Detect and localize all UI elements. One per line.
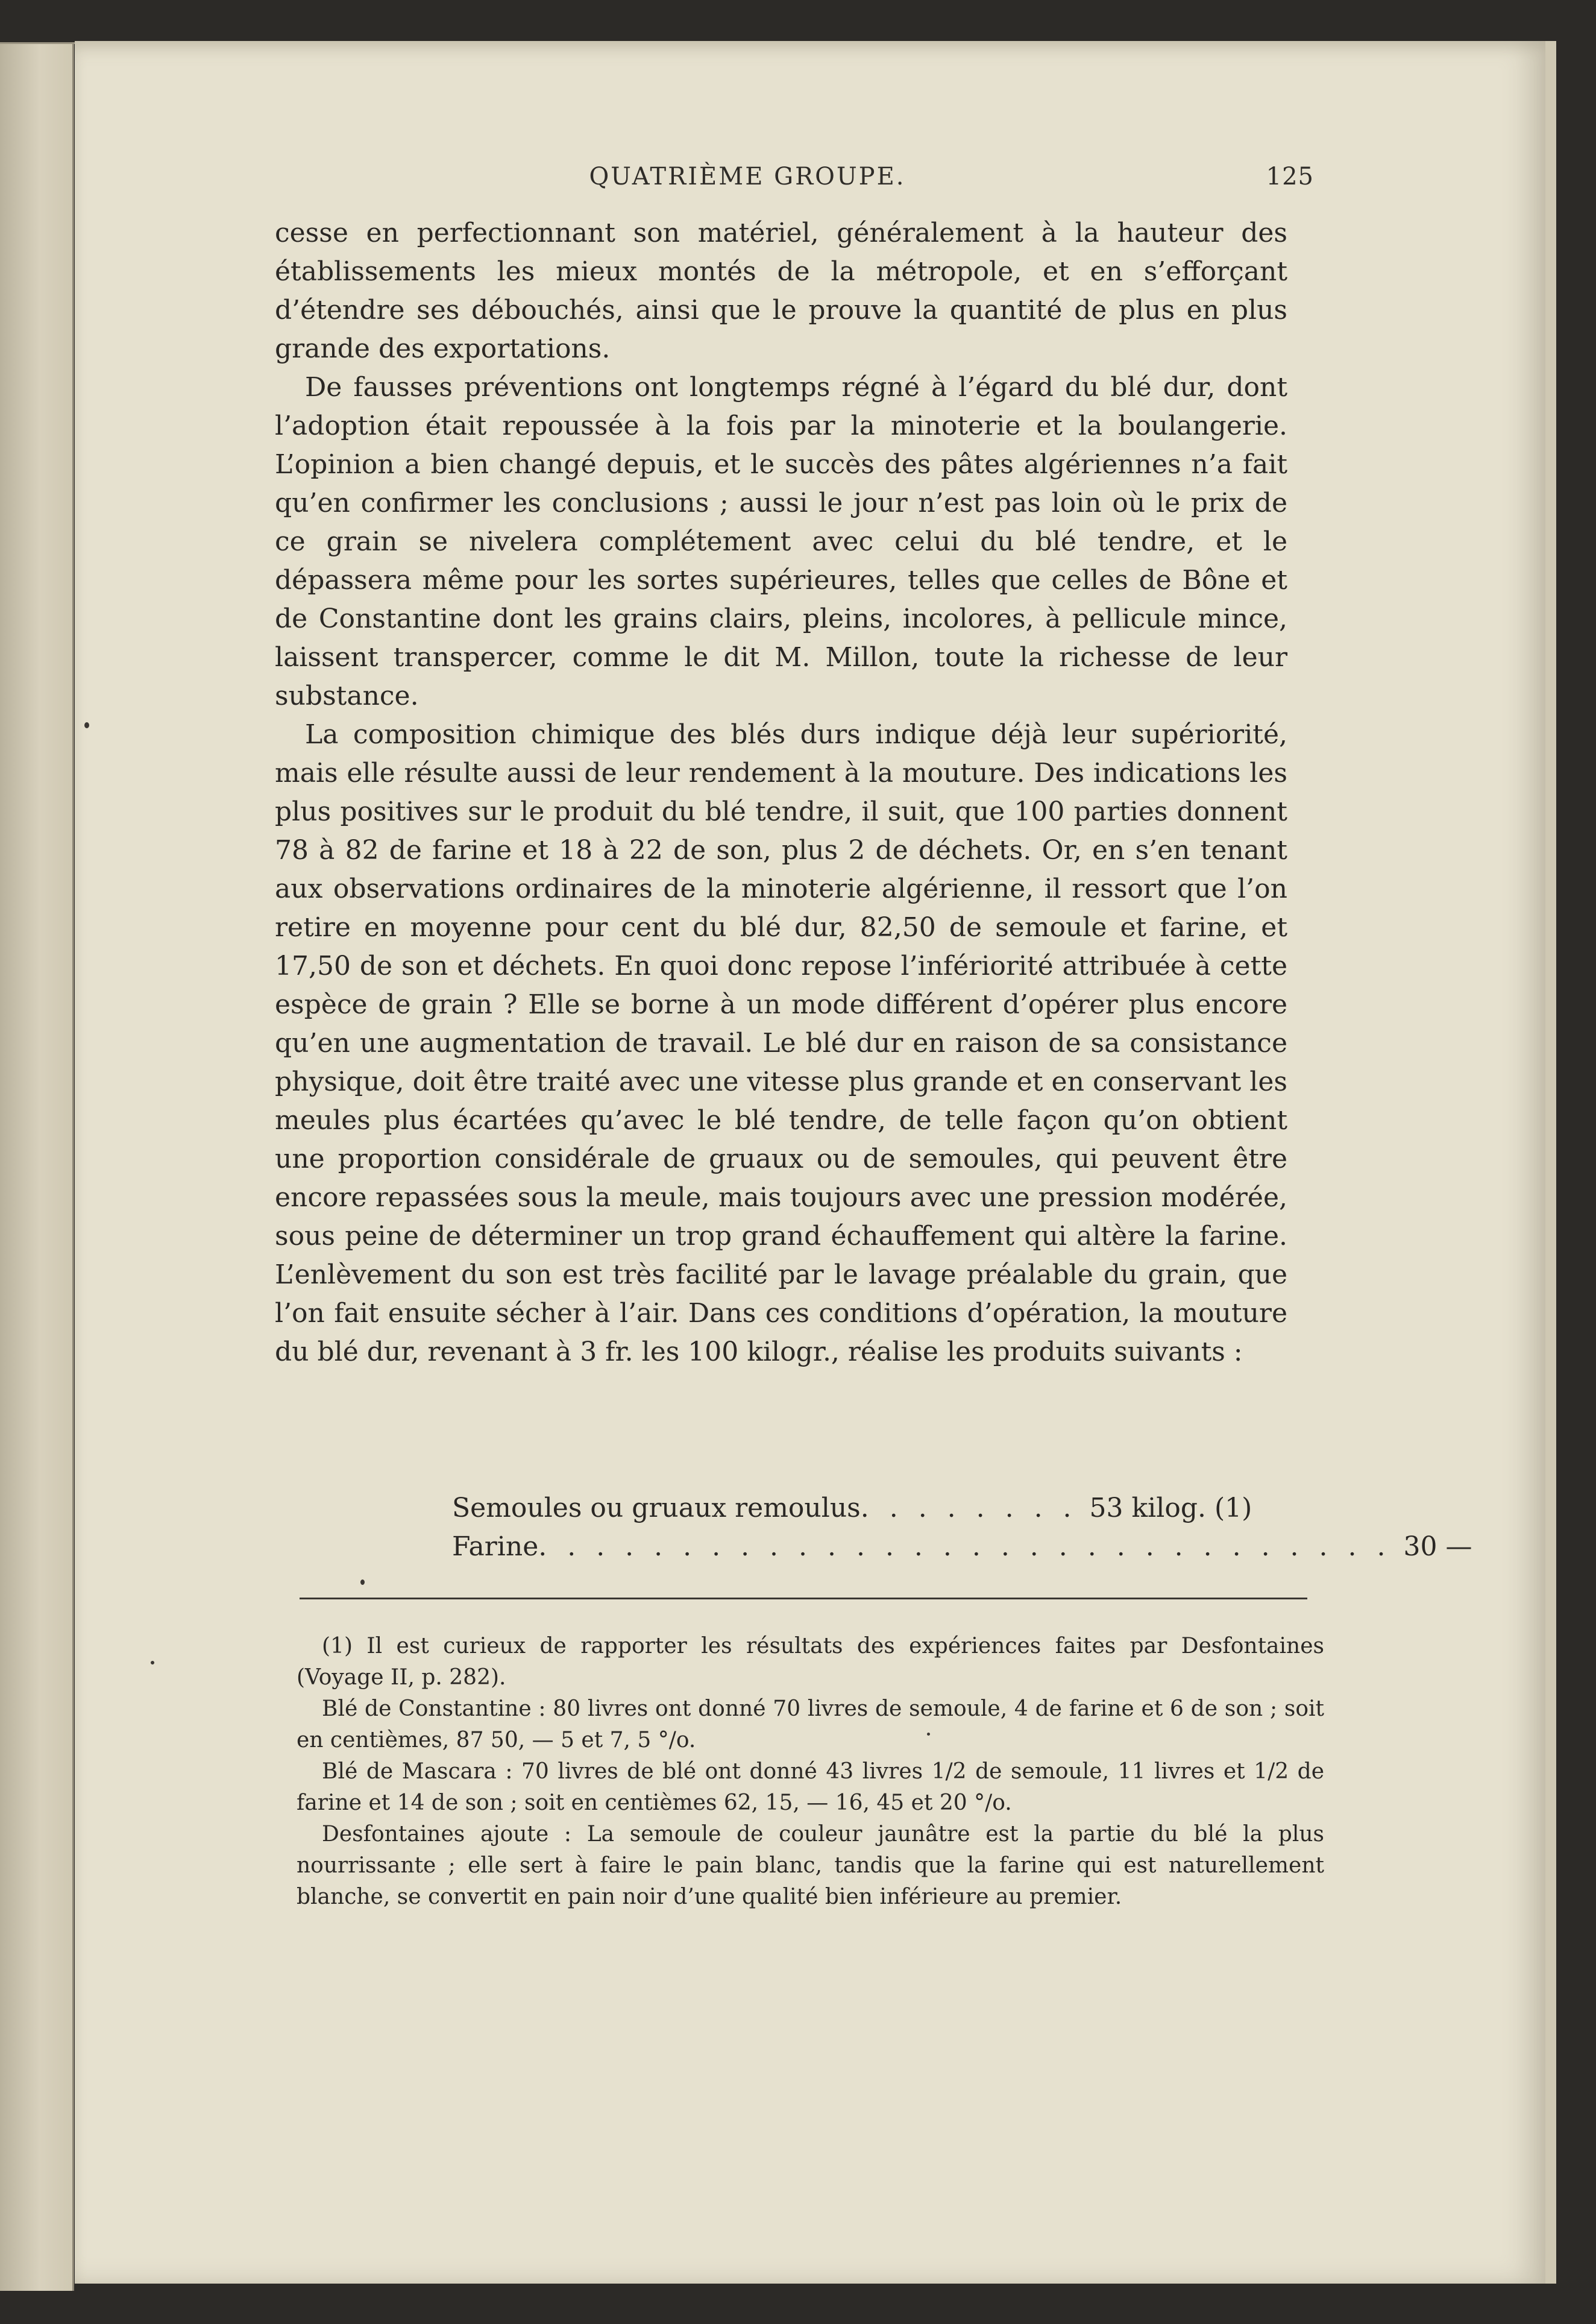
paragraph: De fausses préventions ont longtemps régné à l’égard du blé dur, dont l’adoption était repoussée à la fois par la minoterie et la boulangerie. L’opinion a bien changé depuis, et le succès des pâtes algériennes n’a fait qu’en confirmer les conclusions ; aussi le jour n’est pas loin où le prix de ce grain se nivelera complétement avec celui du blé tendre, et le dépassera même pour les sortes supérieures, telles que celles de Bône et de Constantine dont les grains clairs, pleins, incolores, à pellicule mince, laissent transpercer, comme le dit M. Millon, toute la richesse de leur substance. [275,372,1287,711]
footnote-paragraph: Desfontaines ajoute : La semoule de couleur jaunâtre est la partie du blé la plus nourrissante ; elle sert à faire le pain blanc, tandis que la farine qui est naturellement blanche, se convertit en pain noir d’une qualité bien inférieure au premier. [297,1822,1324,1909]
product-row [452,1489,1252,1528]
left-page-edge [0,42,74,2291]
product-label: Semoules ou gruaux remoulus [452,1493,861,1523]
product-row [452,1528,1472,1566]
footnotes [297,1631,1324,1913]
ink-speck [927,1733,930,1736]
product-label: Farine [452,1531,539,1562]
body-text [275,214,1287,1371]
products-list [452,1489,1472,1566]
ink-speck [84,722,89,728]
ink-speck [360,1579,365,1585]
page-header [181,163,1314,199]
page-number: 125 [1266,163,1314,191]
product-value: 30 — [1403,1531,1472,1562]
dot-leader: . . . . . . . . [860,1493,1078,1523]
left-page-edge-lines [0,42,75,62]
footnote-paragraph: Blé de Constantine : 80 livres ont donné 70 livres de semoule, 4 de farine et 6 de son ; soit en centièmes, 87 50, — 5 et 7, 5 °/o. [297,1696,1324,1752]
footnote-rule [300,1598,1307,1599]
footnote-paragraph: Blé de Mascara : 70 livres de blé ont donné 43 livres 1/2 de semoule, 11 livres et 1/2 de farine et 14 de son ; soit en centièmes 62, 15, — 16, 45 et 20 °/o. [297,1759,1324,1815]
paragraph: La composition chimique des blés durs indique déjà leur supériorité, mais elle résulte aussi de leur rendement à la mouture. Des indications les plus positives sur le produit du blé tendre, il suit, que 100 parties donnent 78 à 82 de farine et 18 à 22 de son, plus 2 de déchets. Or, en s’en tenant aux observations ordinaires de la minoterie algérienne, il ressort que l’on retire en moyenne pour cent du blé dur, 82,50 de semoule et farine, et 17,50 de son et déchets. En quoi donc repose l’infériorité attribuée à cette espèce de grain ? Elle se borne à un mode différent d’opérer plus encore qu’en une augmentation de travail. Le blé dur en raison de sa consistance physique, doit être traité avec une vitesse plus grande et en conservant les meules plus écartées qu’avec le blé tendre, de telle façon qu’on obtient une proportion considérale de gruaux ou de semoules, qui peuvent être encore repassées sous la meule, mais toujours avec une pression modérée, sous peine de déterminer un trop grand échauffement qui altère la farine. L’enlèvement du son est très facilité par le lavage préalable du grain, que l’on fait ensuite sécher à l’air. Dans ces conditions d’opération, la mouture du blé dur, revenant à 3 fr. les 100 kilogr., réalise les produits suivants : [275,719,1287,1367]
dot-leader: . . . . . . . . . . . . . . . . . . . . . . . . . . . . . . [538,1531,1392,1562]
ink-speck [151,1661,154,1664]
running-title: QUATRIÈME GROUPE. [589,163,906,191]
product-value: 53 kilog. (1) [1089,1493,1252,1523]
footnote-paragraph: (1) Il est curieux de rapporter les résultats des expériences faites par Desfontaines (Voyage II, p. 282). [297,1634,1324,1690]
paragraph: cesse en perfectionnant son matériel, généralement à la hauteur des établissements les mieux montés de la métropole, et en s’efforçant d’étendre ses débouchés, ainsi que le prouve la quantité de plus en plus grande des exportations. [275,218,1287,364]
